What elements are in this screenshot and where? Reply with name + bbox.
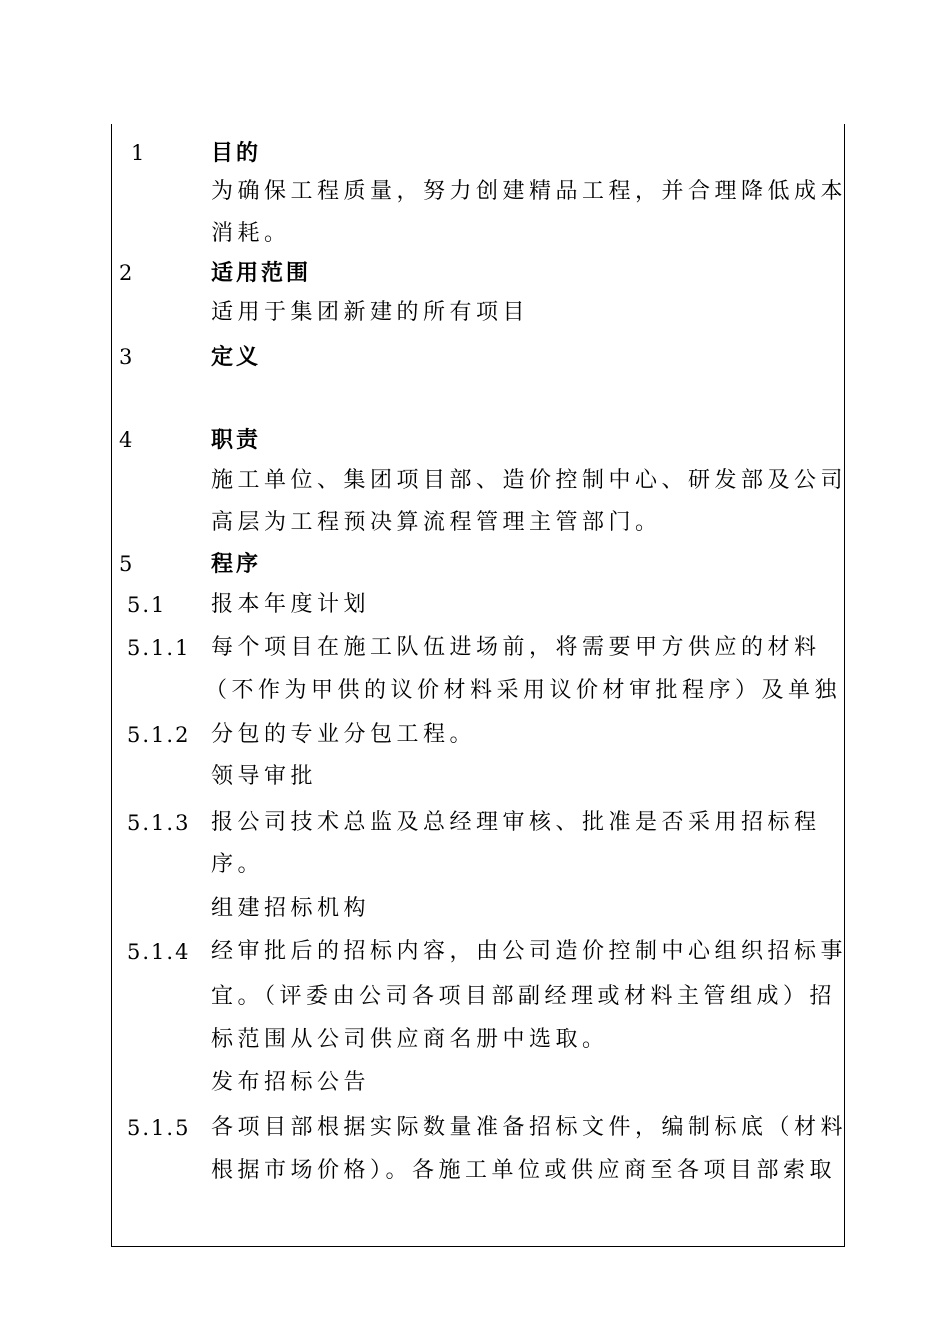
section-number: 4 (119, 428, 135, 452)
clause-text: 序。 (211, 852, 265, 877)
paragraph-text: 消耗。 (211, 221, 291, 246)
clause-text: 组建招标机构 (211, 896, 371, 921)
section-heading (0, 543, 950, 585)
section-number: 1 (131, 141, 147, 165)
section-title: 目的 (211, 140, 262, 166)
procedure-line (0, 931, 950, 973)
clause-text: 发布招标公告 (211, 1070, 371, 1095)
procedure-line (0, 627, 950, 669)
clause-text: 分包的专业分包工程。 (211, 722, 477, 747)
section-number: 5 (119, 552, 135, 576)
procedure-line (0, 802, 950, 844)
procedure-line (0, 1150, 950, 1192)
procedure-line (0, 756, 950, 798)
procedure-line (0, 1019, 950, 1061)
section-heading (0, 132, 950, 174)
procedure-line (0, 888, 950, 930)
procedure-line (0, 584, 950, 626)
clause-number: 5.1.4 (127, 940, 191, 964)
body-line (0, 292, 950, 334)
procedure-line (0, 1107, 950, 1149)
procedure-line (0, 1062, 950, 1104)
procedure-line (0, 844, 950, 886)
body-line (0, 171, 950, 213)
paragraph-text: 高层为工程预决算流程管理主管部门。 (211, 510, 662, 535)
section-number: 3 (119, 345, 135, 369)
section-title: 职责 (211, 427, 262, 453)
clause-text: 报公司技术总监及总经理审核、批准是否采用招标程 (211, 810, 821, 835)
clause-text: 宜。（评委由公司各项目部副经理或材料主管组成）招 (211, 984, 837, 1009)
section-title: 程序 (211, 551, 262, 577)
clause-text: 经审批后的招标内容，由公司造价控制中心组织招标事 (211, 939, 848, 964)
paragraph-text: 适用于集团新建的所有项目 (211, 300, 530, 325)
clause-text: 报本年度计划 (211, 592, 371, 617)
paragraph-text: 为确保工程质量，努力创建精品工程，并合理降低成本 (211, 179, 848, 204)
clause-text: 每个项目在施工队伍进场前，将需要甲方供应的材料 (211, 635, 821, 660)
clause-number: 5.1 (127, 593, 167, 617)
clause-number: 5.1.3 (127, 811, 191, 835)
body-line (0, 502, 950, 544)
procedure-line (0, 670, 950, 712)
section-heading (0, 252, 950, 294)
paragraph-text: 施工单位、集团项目部、造价控制中心、研发部及公司 (211, 468, 848, 493)
body-line (0, 213, 950, 255)
procedure-line (0, 714, 950, 756)
section-title: 定义 (211, 344, 262, 370)
section-heading (0, 419, 950, 461)
section-heading (0, 336, 950, 378)
section-number: 2 (119, 261, 135, 285)
clause-text: 标范围从公司供应商名册中选取。 (211, 1027, 609, 1052)
clause-number: 5.1.2 (127, 723, 191, 747)
clause-number: 5.1.1 (127, 636, 191, 660)
procedure-line (0, 976, 950, 1018)
section-title: 适用范围 (211, 260, 312, 286)
clause-text: 各项目部根据实际数量准备招标文件，编制标底（材料 (211, 1115, 848, 1140)
clause-number: 5.1.5 (127, 1116, 191, 1140)
clause-text: 领导审批 (211, 764, 318, 789)
clause-text: 根据市场价格）。各施工单位或供应商至各项目部索取 (211, 1158, 837, 1183)
body-line (0, 460, 950, 502)
clause-text: （不作为甲供的议价材料采用议价材审批程序）及单独 (205, 678, 842, 703)
